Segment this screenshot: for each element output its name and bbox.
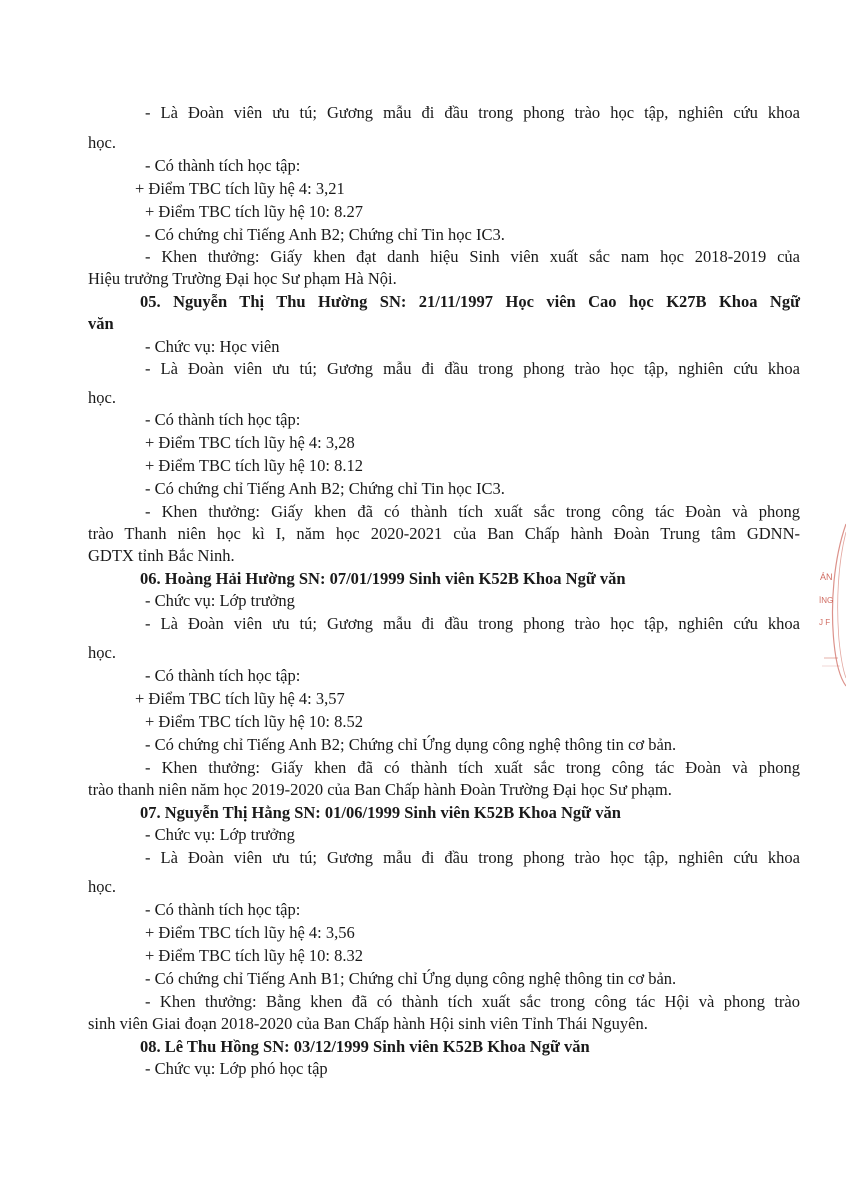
text-line: học. xyxy=(88,643,116,662)
entry-heading: 06. Hoàng Hải Hường SN: 07/01/1999 Sinh viên K52B Khoa Ngữ văn xyxy=(140,569,626,588)
text-line: - Là Đoàn viên ưu tú; Gương mẫu đi đầu trong phong trào học tập, nghiên cứu khoa xyxy=(145,359,800,378)
text-line: + Điểm TBC tích lũy hệ 4: 3,28 xyxy=(145,433,355,452)
text-line: - Là Đoàn viên ưu tú; Gương mẫu đi đầu trong phong trào học tập, nghiên cứu khoa xyxy=(145,614,800,633)
text-line: + Điểm TBC tích lũy hệ 10: 8.52 xyxy=(145,712,363,731)
stamp-text: J F xyxy=(819,618,831,627)
text-line: - Có thành tích học tập: xyxy=(145,900,301,919)
entry-heading-cont: văn xyxy=(88,314,114,333)
text-line: - Khen thưởng: Giấy khen đã có thành tích xuất sắc trong công tác Đoàn và phong xyxy=(145,502,800,521)
entry-heading: 07. Nguyễn Thị Hằng SN: 01/06/1999 Sinh viên K52B Khoa Ngữ văn xyxy=(140,803,621,822)
text-line: + Điểm TBC tích lũy hệ 4: 3,56 xyxy=(145,923,355,942)
text-line: - Có chứng chỉ Tiếng Anh B1; Chứng chỉ Ứng dụng công nghệ thông tin cơ bản. xyxy=(145,969,677,988)
text-line: - Chức vụ: Lớp phó học tập xyxy=(145,1059,328,1078)
text-line: học. xyxy=(88,388,116,407)
text-line: học. xyxy=(88,133,116,152)
stamp-icon xyxy=(816,518,846,688)
text-line: GDTX tỉnh Bắc Ninh. xyxy=(88,546,235,565)
text-line: - Có thành tích học tập: xyxy=(145,156,301,175)
text-line: - Có chứng chỉ Tiếng Anh B2; Chứng chỉ Tin học IC3. xyxy=(145,225,505,244)
text-line: - Có chứng chỉ Tiếng Anh B2; Chứng chỉ Tin học IC3. xyxy=(145,479,505,498)
text-line: - Chức vụ: Học viên xyxy=(145,337,280,356)
text-line: học. xyxy=(88,877,116,896)
text-line: - Có chứng chỉ Tiếng Anh B2; Chứng chỉ Ứng dụng công nghệ thông tin cơ bản. xyxy=(145,735,677,754)
text-line: - Có thành tích học tập: xyxy=(145,666,301,685)
text-line: - Là Đoàn viên ưu tú; Gương mẫu đi đầu trong phong trào học tập, nghiên cứu khoa xyxy=(145,103,800,122)
text-line: - Là Đoàn viên ưu tú; Gương mẫu đi đầu trong phong trào học tập, nghiên cứu khoa xyxy=(145,848,800,867)
text-line: + Điểm TBC tích lũy hệ 10: 8.27 xyxy=(145,202,363,221)
text-line: - Khen thưởng: Giấy khen đã có thành tích xuất sắc trong công tác Đoàn và phong xyxy=(145,758,800,777)
text-line: - Có thành tích học tập: xyxy=(145,410,301,429)
text-line: Hiệu trưởng Trường Đại học Sư phạm Hà Nội. xyxy=(88,269,397,288)
text-line: - Chức vụ: Lớp trưởng xyxy=(145,591,295,610)
stamp-text: ÁN xyxy=(820,572,833,582)
text-line: trào thanh niên năm học 2019-2020 của Ban Chấp hành Đoàn Trường Đại học Sư phạm. xyxy=(88,780,672,799)
text-line: + Điểm TBC tích lũy hệ 4: 3,21 xyxy=(135,179,345,198)
text-line: sinh viên Giai đoạn 2018-2020 của Ban Chấp hành Hội sinh viên Tỉnh Thái Nguyên. xyxy=(88,1014,648,1033)
stamp-text: ÌNG xyxy=(819,596,834,605)
text-line: - Chức vụ: Lớp trưởng xyxy=(145,825,295,844)
text-line: - Khen thưởng: Giấy khen đạt danh hiệu Sinh viên xuất sắc nam học 2018-2019 của xyxy=(145,247,800,266)
entry-heading: 08. Lê Thu Hồng SN: 03/12/1999 Sinh viên K52B Khoa Ngữ văn xyxy=(140,1037,590,1056)
text-line: + Điểm TBC tích lũy hệ 10: 8.12 xyxy=(145,456,363,475)
text-line: - Khen thưởng: Bằng khen đã có thành tích xuất sắc trong công tác Hội và phong trào xyxy=(145,992,800,1011)
entry-heading: 05. Nguyễn Thị Thu Hường SN: 21/11/1997 Học viên Cao học K27B Khoa Ngữ xyxy=(140,292,800,311)
text-line: trào Thanh niên học kì I, năm học 2020-2021 của Ban Chấp hành Đoàn Trung tâm GDNN- xyxy=(88,524,800,543)
text-line: + Điểm TBC tích lũy hệ 10: 8.32 xyxy=(145,946,363,965)
stamp-fragment xyxy=(816,518,846,688)
text-line: + Điểm TBC tích lũy hệ 4: 3,57 xyxy=(135,689,345,708)
